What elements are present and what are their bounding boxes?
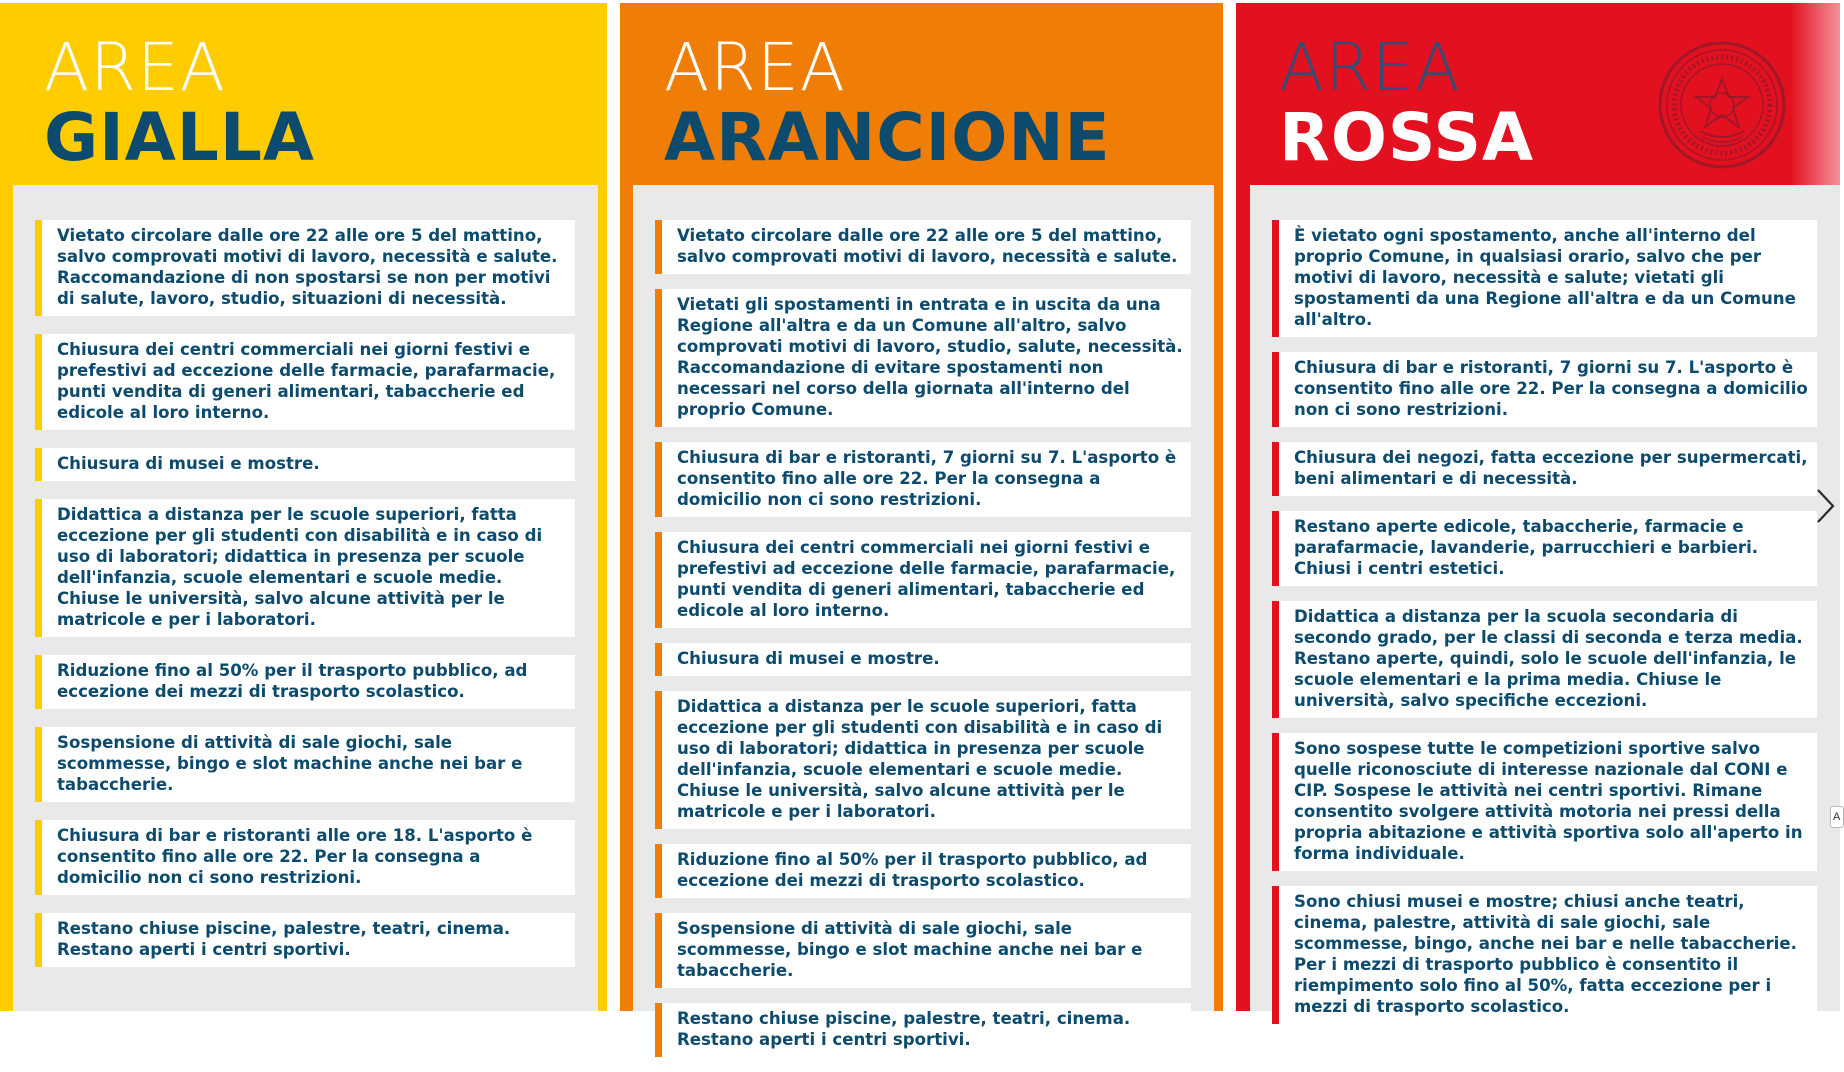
edge-tooltip: A	[1830, 806, 1844, 828]
zone-title-arancione: ARANCIONE	[664, 99, 1111, 176]
area-word: AREA	[44, 29, 226, 106]
rules-list	[1272, 220, 1817, 1039]
zone-heading	[664, 29, 1111, 176]
rule-item: Vietati gli spostamenti in entrata e in uscita da una Regione all'altra e da un Comune all'altro, salvo comprovati motivi di lavoro, studio, salute, necessità. Raccomandazione di evitare spostamenti non necessari nel corso della giornata all'interno del proprio Comune.	[655, 289, 1191, 427]
rule-item: Chiusura di musei e mostre.	[35, 448, 575, 481]
rule-item: Chiusura di bar e ristoranti, 7 giorni su 7. L'asporto è consentito fino alle ore 22. Per la consegna a domicilio non ci sono restrizioni.	[1272, 352, 1817, 427]
chevron-right-icon[interactable]	[1812, 486, 1838, 526]
zone-title-rossa: ROSSA	[1279, 99, 1535, 176]
edge-shade	[1790, 3, 1840, 193]
government-seal-icon	[1656, 39, 1788, 171]
rule-item: Chiusura di bar e ristoranti alle ore 18. L'asporto è consentito fino alle ore 22. Per la consegna a domicilio non ci sono restrizioni.	[35, 820, 575, 895]
rule-item: Riduzione fino al 50% per il trasporto pubblico, ad eccezione dei mezzi di trasporto scolastico.	[35, 655, 575, 709]
zone-column-gialla	[0, 3, 607, 1011]
rule-item: Restano aperte edicole, tabaccherie, farmacie e parafarmacie, lavanderie, parrucchieri e barbieri. Chiusi i centri estetici.	[1272, 511, 1817, 586]
rule-item: Restano chiuse piscine, palestre, teatri, cinema. Restano aperti i centri sportivi.	[35, 913, 575, 967]
rule-item: Sospensione di attività di sale giochi, sale scommesse, bingo e slot machine anche nei bar e tabaccherie.	[655, 913, 1191, 988]
rule-item: Vietato circolare dalle ore 22 alle ore 5 del mattino, salvo comprovati motivi di lavoro, necessità e salute. Raccomandazione di non spostarsi se non per motivi di salute, lavoro, studio, situazioni di necessità.	[35, 220, 575, 316]
rule-item: Chiusura dei centri commerciali nei giorni festivi e prefestivi ad eccezione delle farmacie, parafarmacie, punti vendita di generi alimentari, tabaccherie ed edicole al loro interno.	[655, 532, 1191, 628]
rules-panel	[13, 185, 598, 1011]
rule-item: Restano chiuse piscine, palestre, teatri, cinema. Restano aperti i centri sportivi.	[655, 1003, 1191, 1057]
zone-title-gialla: GIALLA	[44, 99, 315, 176]
rule-item: Didattica a distanza per la scuola secondaria di secondo grado, per le classi di seconda e terza media. Restano aperte, quindi, solo le scuole dell'infanzia, le scuole elementari e la prima media. Chiuse le università, salvo specifiche eccezioni.	[1272, 601, 1817, 718]
area-word: AREA	[1279, 29, 1461, 106]
rules-list	[655, 220, 1191, 1072]
zone-heading	[44, 29, 315, 176]
rule-item: Didattica a distanza per le scuole superiori, fatta eccezione per gli studenti con disabilità e in caso di uso di laboratori; didattica in presenza per scuole dell'infanzia, scuole elementari e scuole medie. Chiuse le università, salvo alcune attività per le matricole e per i laboratori.	[655, 691, 1191, 829]
zone-heading	[1279, 29, 1535, 176]
rule-item: È vietato ogni spostamento, anche all'interno del proprio Comune, in qualsiasi orario, salvo che per motivi di lavoro, necessità e salute; vietati gli spostamenti da una Regione all'altra e da un Comune all'altro.	[1272, 220, 1817, 337]
rule-item: Sono sospese tutte le competizioni sportive salvo quelle riconosciute di interesse nazionale dal CONI e CIP. Sospese le attività nei centri sportivi. Rimane consentito svolgere attività motoria nei pressi della propria abitazione e attività sportiva solo all'aperto in forma individuale.	[1272, 733, 1817, 871]
rules-panel	[1250, 185, 1840, 1016]
rule-item: Chiusura di musei e mostre.	[655, 643, 1191, 676]
rule-item: Sospensione di attività di sale giochi, sale scommesse, bingo e slot machine anche nei bar e tabaccherie.	[35, 727, 575, 802]
rule-item: Chiusura dei centri commerciali nei giorni festivi e prefestivi ad eccezione delle farmacie, parafarmacie, punti vendita di generi alimentari, tabaccherie ed edicole al loro interno.	[35, 334, 575, 430]
rule-item: Didattica a distanza per le scuole superiori, fatta eccezione per gli studenti con disabilità e in caso di uso di laboratori; didattica in presenza per scuole dell'infanzia, scuole elementari e scuole medie. Chiuse le università, salvo alcune attività per le matricole e per i laboratori.	[35, 499, 575, 637]
rule-item: Vietato circolare dalle ore 22 alle ore 5 del mattino, salvo comprovati motivi di lavoro, necessità e salute.	[655, 220, 1191, 274]
area-word: AREA	[664, 29, 846, 106]
rule-item: Chiusura dei negozi, fatta eccezione per supermercati, beni alimentari e di necessità.	[1272, 442, 1817, 496]
rule-item: Chiusura di bar e ristoranti, 7 giorni su 7. L'asporto è consentito fino alle ore 22. Per la consegna a domicilio non ci sono restrizioni.	[655, 442, 1191, 517]
rules-panel	[633, 185, 1214, 1049]
rule-item: Sono chiusi musei e mostre; chiusi anche teatri, cinema, palestre, attività di sale giochi, sale scommesse, bingo, anche nei bar e nelle tabaccherie. Per i mezzi di trasporto pubblico è consentito il riempimento solo fino al 50%, fatta eccezione per i mezzi di trasporto scolastico.	[1272, 886, 1817, 1024]
rules-list	[35, 220, 575, 985]
rule-item: Riduzione fino al 50% per il trasporto pubblico, ad eccezione dei mezzi di trasporto scolastico.	[655, 844, 1191, 898]
zone-column-arancione	[620, 3, 1223, 1049]
zone-column-rossa	[1236, 3, 1840, 1016]
